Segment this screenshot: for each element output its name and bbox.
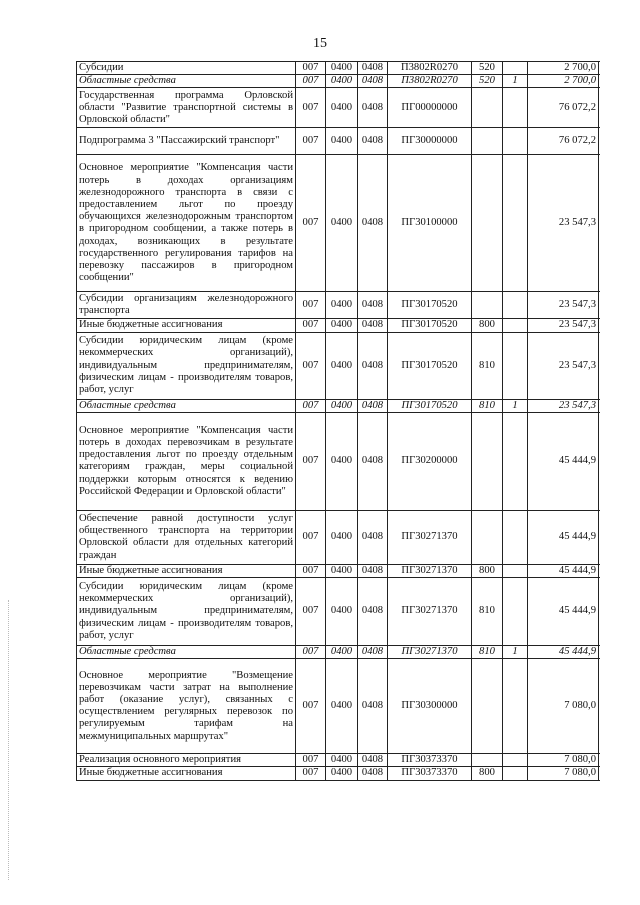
item-name-cell: Реализация основного мероприятия [77, 754, 296, 767]
table-row [77, 75, 599, 88]
subsection-code-cell: 0408 [358, 399, 388, 412]
amount-cell: 23 547,3 [528, 399, 599, 412]
funding-source-cell [503, 510, 528, 564]
expense-type-cell: 520 [472, 75, 503, 88]
subsection-code-cell: 0408 [358, 564, 388, 577]
subsection-code-cell: 0408 [358, 412, 388, 510]
subsection-code-cell: 0408 [358, 292, 388, 319]
expense-type-cell: 810 [472, 399, 503, 412]
ministry-code-cell: 007 [296, 155, 326, 292]
table-row [77, 659, 599, 754]
item-name-cell: Основное мероприятие "Возмещение перевозчикам части затрат на выполнение работ (оказание услуг), связанных с осуществлением регулярных перевозок по регулируемым тарифам на межмуниципальных маршрутах" [77, 659, 296, 754]
ministry-code-cell: 007 [296, 332, 326, 399]
amount-cell: 45 444,9 [528, 510, 599, 564]
amount-cell: 2 700,0 [528, 62, 599, 75]
table-row [77, 767, 599, 780]
funding-source-cell [503, 659, 528, 754]
table-row [77, 319, 599, 332]
ministry-code-cell: 007 [296, 62, 326, 75]
amount-cell: 2 700,0 [528, 75, 599, 88]
table-row [77, 292, 599, 319]
target-article-cell: ПГ30373370 [388, 754, 472, 767]
funding-source-cell [503, 754, 528, 767]
budget-table-body [77, 62, 599, 781]
budget-table [76, 61, 599, 781]
subsection-code-cell: 0408 [358, 155, 388, 292]
item-name-cell: Субсидии организациям железнодорожного транспорта [77, 292, 296, 319]
subsection-code-cell: 0408 [358, 332, 388, 399]
item-name-cell: Иные бюджетные ассигнования [77, 767, 296, 780]
ministry-code-cell: 007 [296, 292, 326, 319]
subsection-code-cell: 0408 [358, 88, 388, 128]
table-row [77, 62, 599, 75]
section-code-cell: 0400 [326, 399, 358, 412]
funding-source-cell [503, 767, 528, 780]
amount-cell: 7 080,0 [528, 767, 599, 780]
funding-source-cell [503, 332, 528, 399]
target-article-cell: ПГ00000000 [388, 88, 472, 128]
target-article-cell: П3802R0270 [388, 62, 472, 75]
table-row [77, 564, 599, 577]
subsection-code-cell: 0408 [358, 754, 388, 767]
target-article-cell: ПГ30170520 [388, 319, 472, 332]
expense-type-cell: 800 [472, 564, 503, 577]
amount-cell: 76 072,2 [528, 88, 599, 128]
ministry-code-cell: 007 [296, 510, 326, 564]
section-code-cell: 0400 [326, 412, 358, 510]
section-code-cell: 0400 [326, 332, 358, 399]
subsection-code-cell: 0408 [358, 128, 388, 155]
section-code-cell: 0400 [326, 578, 358, 646]
ministry-code-cell: 007 [296, 412, 326, 510]
section-code-cell: 0400 [326, 319, 358, 332]
funding-source-cell [503, 62, 528, 75]
target-article-cell: ПГ30271370 [388, 510, 472, 564]
expense-type-cell: 810 [472, 578, 503, 646]
expense-type-cell [472, 292, 503, 319]
target-article-cell: П3802R0270 [388, 75, 472, 88]
expense-type-cell [472, 88, 503, 128]
expense-type-cell: 810 [472, 332, 503, 399]
subsection-code-cell: 0408 [358, 659, 388, 754]
amount-cell: 7 080,0 [528, 659, 599, 754]
target-article-cell: ПГ30100000 [388, 155, 472, 292]
table-row [77, 155, 599, 292]
section-code-cell: 0400 [326, 659, 358, 754]
ministry-code-cell: 007 [296, 399, 326, 412]
funding-source-cell [503, 319, 528, 332]
expense-type-cell [472, 128, 503, 155]
amount-cell: 23 547,3 [528, 292, 599, 319]
item-name-cell: Областные средства [77, 399, 296, 412]
target-article-cell: ПГ30000000 [388, 128, 472, 155]
funding-source-cell: 1 [503, 399, 528, 412]
target-article-cell: ПГ30200000 [388, 412, 472, 510]
ministry-code-cell: 007 [296, 659, 326, 754]
target-article-cell: ПГ30300000 [388, 659, 472, 754]
section-code-cell: 0400 [326, 510, 358, 564]
ministry-code-cell: 007 [296, 75, 326, 88]
item-name-cell: Государственная программа Орловской области "Развитие транспортной системы в Орловской области" [77, 88, 296, 128]
expense-type-cell [472, 510, 503, 564]
funding-source-cell [503, 578, 528, 646]
funding-source-cell [503, 155, 528, 292]
table-row [77, 332, 599, 399]
funding-source-cell: 1 [503, 75, 528, 88]
margin-marks [8, 600, 13, 880]
section-code-cell: 0400 [326, 155, 358, 292]
expense-type-cell [472, 659, 503, 754]
item-name-cell: Иные бюджетные ассигнования [77, 564, 296, 577]
section-code-cell: 0400 [326, 75, 358, 88]
funding-source-cell [503, 88, 528, 128]
table-row [77, 510, 599, 564]
expense-type-cell [472, 155, 503, 292]
subsection-code-cell: 0408 [358, 319, 388, 332]
subsection-code-cell: 0408 [358, 62, 388, 75]
expense-type-cell: 800 [472, 319, 503, 332]
subsection-code-cell: 0408 [358, 510, 388, 564]
ministry-code-cell: 007 [296, 767, 326, 780]
page-number: 15 [313, 36, 327, 51]
expense-type-cell: 520 [472, 62, 503, 75]
item-name-cell: Областные средства [77, 75, 296, 88]
target-article-cell: ПГ30170520 [388, 399, 472, 412]
target-article-cell: ПГ30373370 [388, 767, 472, 780]
ministry-code-cell: 007 [296, 319, 326, 332]
amount-cell: 45 444,9 [528, 564, 599, 577]
target-article-cell: ПГ30170520 [388, 292, 472, 319]
amount-cell: 7 080,0 [528, 754, 599, 767]
section-code-cell: 0400 [326, 564, 358, 577]
subsection-code-cell: 0408 [358, 646, 388, 659]
subsection-code-cell: 0408 [358, 767, 388, 780]
ministry-code-cell: 007 [296, 646, 326, 659]
funding-source-cell [503, 128, 528, 155]
expense-type-cell [472, 754, 503, 767]
section-code-cell: 0400 [326, 128, 358, 155]
ministry-code-cell: 007 [296, 128, 326, 155]
amount-cell: 23 547,3 [528, 155, 599, 292]
section-code-cell: 0400 [326, 767, 358, 780]
table-row [77, 578, 599, 646]
amount-cell: 45 444,9 [528, 578, 599, 646]
target-article-cell: ПГ30271370 [388, 578, 472, 646]
expense-type-cell [472, 412, 503, 510]
table-row [77, 88, 599, 128]
target-article-cell: ПГ30271370 [388, 646, 472, 659]
table-row [77, 754, 599, 767]
amount-cell: 45 444,9 [528, 646, 599, 659]
item-name-cell: Основное мероприятие "Компенсация части потерь в доходах организациям железнодорожного транспорта в связи с предоставлением льгот по проезду обучающихся железнодорожным транспортом в пригородном сообщении, а также потерь в доходах, возникающих в результате государственного регулирования тарифов на перевозку пассажиров в пригородном сообщении" [77, 155, 296, 292]
item-name-cell: Обеспечение равной доступности услуг общественного транспорта на территории Орловской области для отдельных категорий граждан [77, 510, 296, 564]
item-name-cell: Субсидии юридическим лицам (кроме некоммерческих организаций), индивидуальным предпринимателям, физическим лицам - производителям товаров, работ, услуг [77, 578, 296, 646]
funding-source-cell: 1 [503, 646, 528, 659]
expense-type-cell: 810 [472, 646, 503, 659]
subsection-code-cell: 0408 [358, 578, 388, 646]
subsection-code-cell: 0408 [358, 75, 388, 88]
amount-cell: 23 547,3 [528, 332, 599, 399]
target-article-cell: ПГ30271370 [388, 564, 472, 577]
ministry-code-cell: 007 [296, 564, 326, 577]
expense-type-cell: 800 [472, 767, 503, 780]
table-row [77, 128, 599, 155]
item-name-cell: Иные бюджетные ассигнования [77, 319, 296, 332]
item-name-cell: Подпрограмма 3 "Пассажирский транспорт" [77, 128, 296, 155]
amount-cell: 76 072,2 [528, 128, 599, 155]
table-row [77, 646, 599, 659]
item-name-cell: Основное мероприятие "Компенсация части потерь в доходах перевозчикам в результате предоставления льгот по проезду отдельным категориям граждан, меры социальной поддержки которым относятся к ведению Российской Федерации и Орловской области" [77, 412, 296, 510]
section-code-cell: 0400 [326, 754, 358, 767]
item-name-cell: Субсидии [77, 62, 296, 75]
table-row [77, 412, 599, 510]
ministry-code-cell: 007 [296, 578, 326, 646]
funding-source-cell [503, 292, 528, 319]
amount-cell: 45 444,9 [528, 412, 599, 510]
section-code-cell: 0400 [326, 62, 358, 75]
section-code-cell: 0400 [326, 292, 358, 319]
amount-cell: 23 547,3 [528, 319, 599, 332]
item-name-cell: Субсидии юридическим лицам (кроме некоммерческих организаций), индивидуальным предпринимателям, физическим лицам - производителям товаров, работ, услуг [77, 332, 296, 399]
item-name-cell: Областные средства [77, 646, 296, 659]
funding-source-cell [503, 564, 528, 577]
section-code-cell: 0400 [326, 646, 358, 659]
section-code-cell: 0400 [326, 88, 358, 128]
funding-source-cell [503, 412, 528, 510]
ministry-code-cell: 007 [296, 88, 326, 128]
ministry-code-cell: 007 [296, 754, 326, 767]
table-row [77, 399, 599, 412]
target-article-cell: ПГ30170520 [388, 332, 472, 399]
